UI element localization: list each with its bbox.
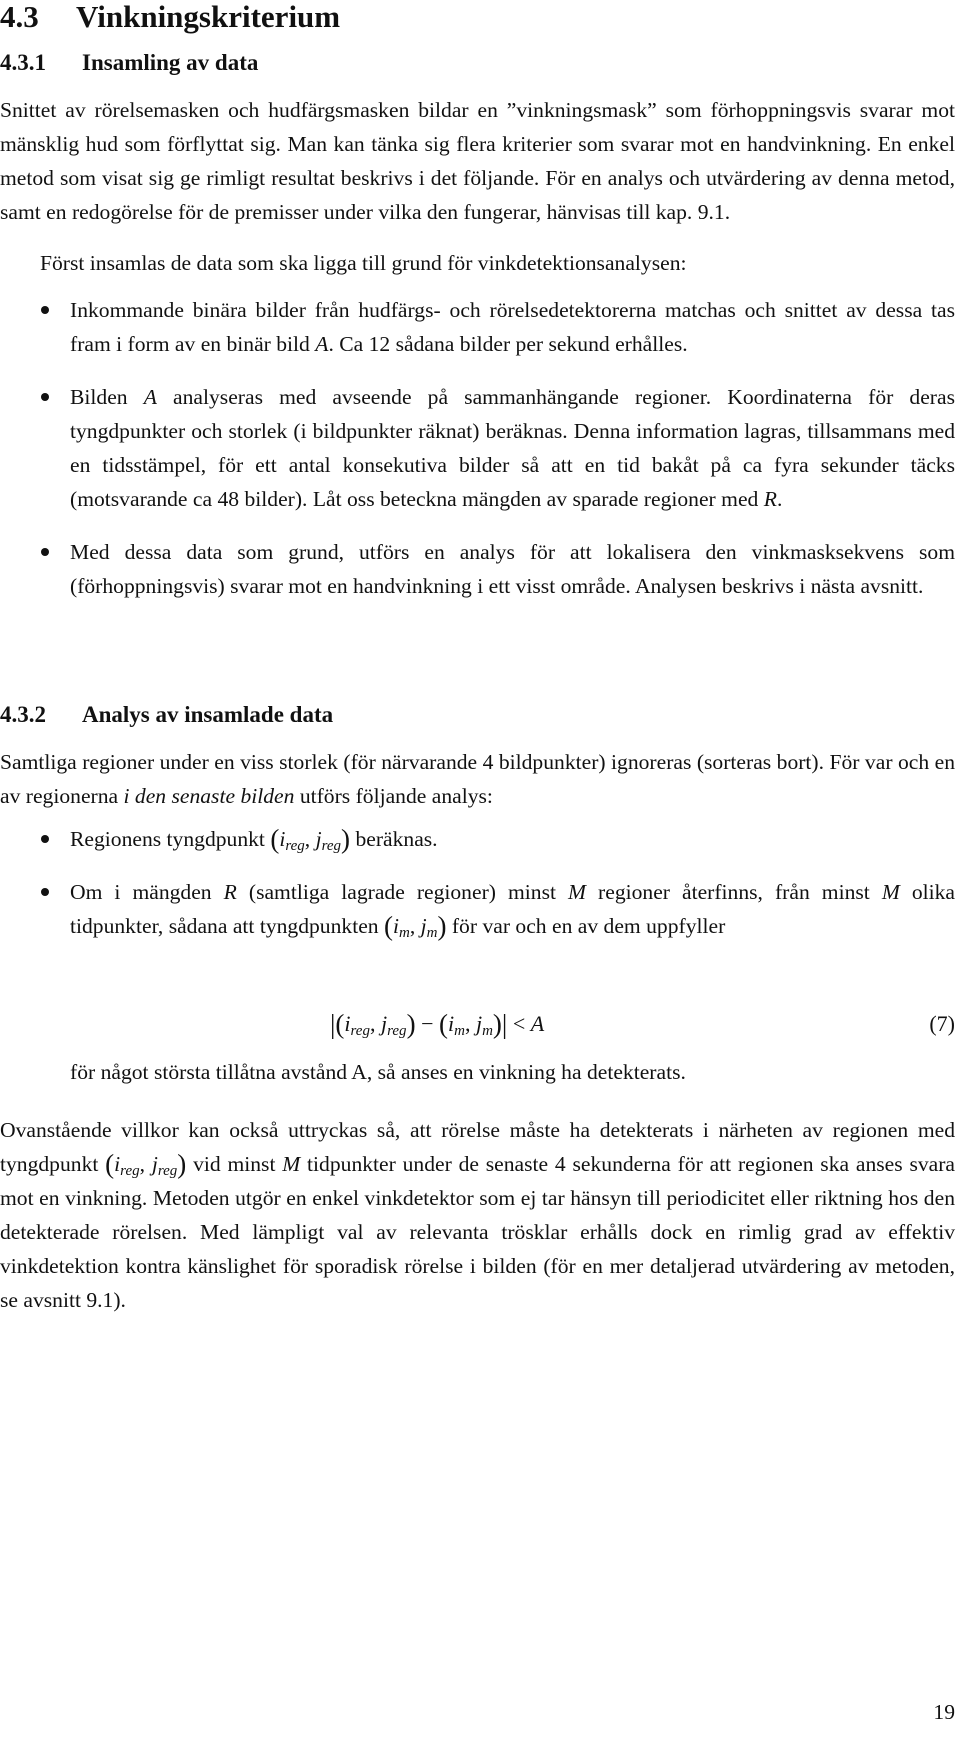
equation-7 bbox=[0, 1004, 955, 1044]
equation-number: (7) bbox=[929, 1011, 955, 1036]
subsection-heading-4-3-1 bbox=[0, 48, 258, 78]
list-item: Inkommande binära bilder från hudfärgs- och rörelsedetektorerna matchas och snittet av dessa tas fram i form av en binär bild A. Ca 12 sådana bilder per sekund erhålles. bbox=[0, 293, 955, 361]
subsection-title: Insamling av data bbox=[82, 50, 259, 75]
subsection-title: Analys av insamlade data bbox=[82, 702, 334, 727]
paragraph-analysis: Samtliga regioner under en viss storlek (för närvarande 4 bildpunkter) ignoreras (sorteras bort). För var och en av regionerna i den senaste bilden utförs följande analys: bbox=[0, 750, 955, 808]
list-item: Om i mängden R (samtliga lagrade regioner) minst M regioner återfinns, från minst M olika tidpunkter, sådana att tyngdpunkten ($i_m$, $j_m$) för var och en av dem uppfyller bbox=[0, 875, 955, 943]
paragraph-data-collection: Först insamlas de data som ska ligga till grund för vinkdetektionsanalysen: bbox=[40, 251, 687, 275]
page-number: 19 bbox=[933, 1700, 955, 1724]
analysis-list bbox=[0, 822, 955, 943]
list-item: Med dessa data som grund, utförs en analys för att lokalisera den vinkmasksekvens som (förhoppningsvis) svarar mot en handvinkning i ett visst område. Analysen beskrivs i nästa avsnitt. bbox=[0, 535, 955, 603]
subsection-number: 4.3.1 bbox=[0, 50, 46, 75]
list-item: Regionens tyngdpunkt ($i_{reg}$, $j_{reg}$) beräknas. bbox=[0, 822, 955, 856]
paragraph-conclusion: Ovanstående villkor kan också uttryckas så, att rörelse måste ha detekterats i närheten av regionen med tyngdpunkt ($i_{reg}$, $j_{reg}$) vid minst M tidpunkter under de senaste 4 sekunderna för att regionen ska anses svara mot en vinkning. Metoden utgör en enkel vinkdetektor som ej tar hänsyn till periodicitet eller riktning hos den detekterade rörelsen. Med lämpligt val av relevanta trösklar erhålls dock en rimlig grad av effektiv vinkdetektion kontra känslighet för sporadisk rörelse i bilden (för en mer detaljerad utvärdering av metoden, se avsnitt 9.1). bbox=[0, 1118, 956, 1312]
subsection-heading-4-3-2 bbox=[0, 700, 333, 730]
section-heading bbox=[0, 0, 340, 34]
section-number: 4.3 bbox=[0, 0, 39, 34]
section-title: Vinkningskriterium bbox=[76, 0, 341, 34]
list-item: Bilden A analyseras med avseende på sammanhängande regioner. Koordinaterna för deras tyngdpunkter och storlek (i bildpunkter räknat) beräknas. Denna information lagras, tillsammans med en tidsstämpel, för ett antal konsekutiva bilder så att en tid bakåt på ca fyra sekunder täcks (motsvarande ca 48 bilder). Låt oss beteckna mängden av sparade regioner med R. bbox=[0, 380, 955, 516]
paragraph-after-equation: för något största tillåtna avstånd A, så anses en vinkning ha detekterats. bbox=[70, 1060, 686, 1084]
collection-list bbox=[0, 293, 955, 603]
subsection-number: 4.3.2 bbox=[0, 702, 46, 727]
equation-body: $|(i_{reg}$, $j_{reg}) - (i_m$, $j_m)| < A$ bbox=[330, 1009, 545, 1039]
paragraph-intro: Snittet av rörelsemasken och hudfärgsmasken bildar en ”vinkningsmask” som förhoppningsvis svarar mot mänsklig hud som förflyttat sig. Man kan tänka sig flera kriterier som svarar mot en handvinkning. En enkel metod som visat sig ge rimligt resultat beskrivs i det följande. För en analys och utvärdering av denna metod, samt en redogörelse för de premisser under vilka den fungerar, hänvisas till kap. 9.1. bbox=[0, 98, 955, 224]
